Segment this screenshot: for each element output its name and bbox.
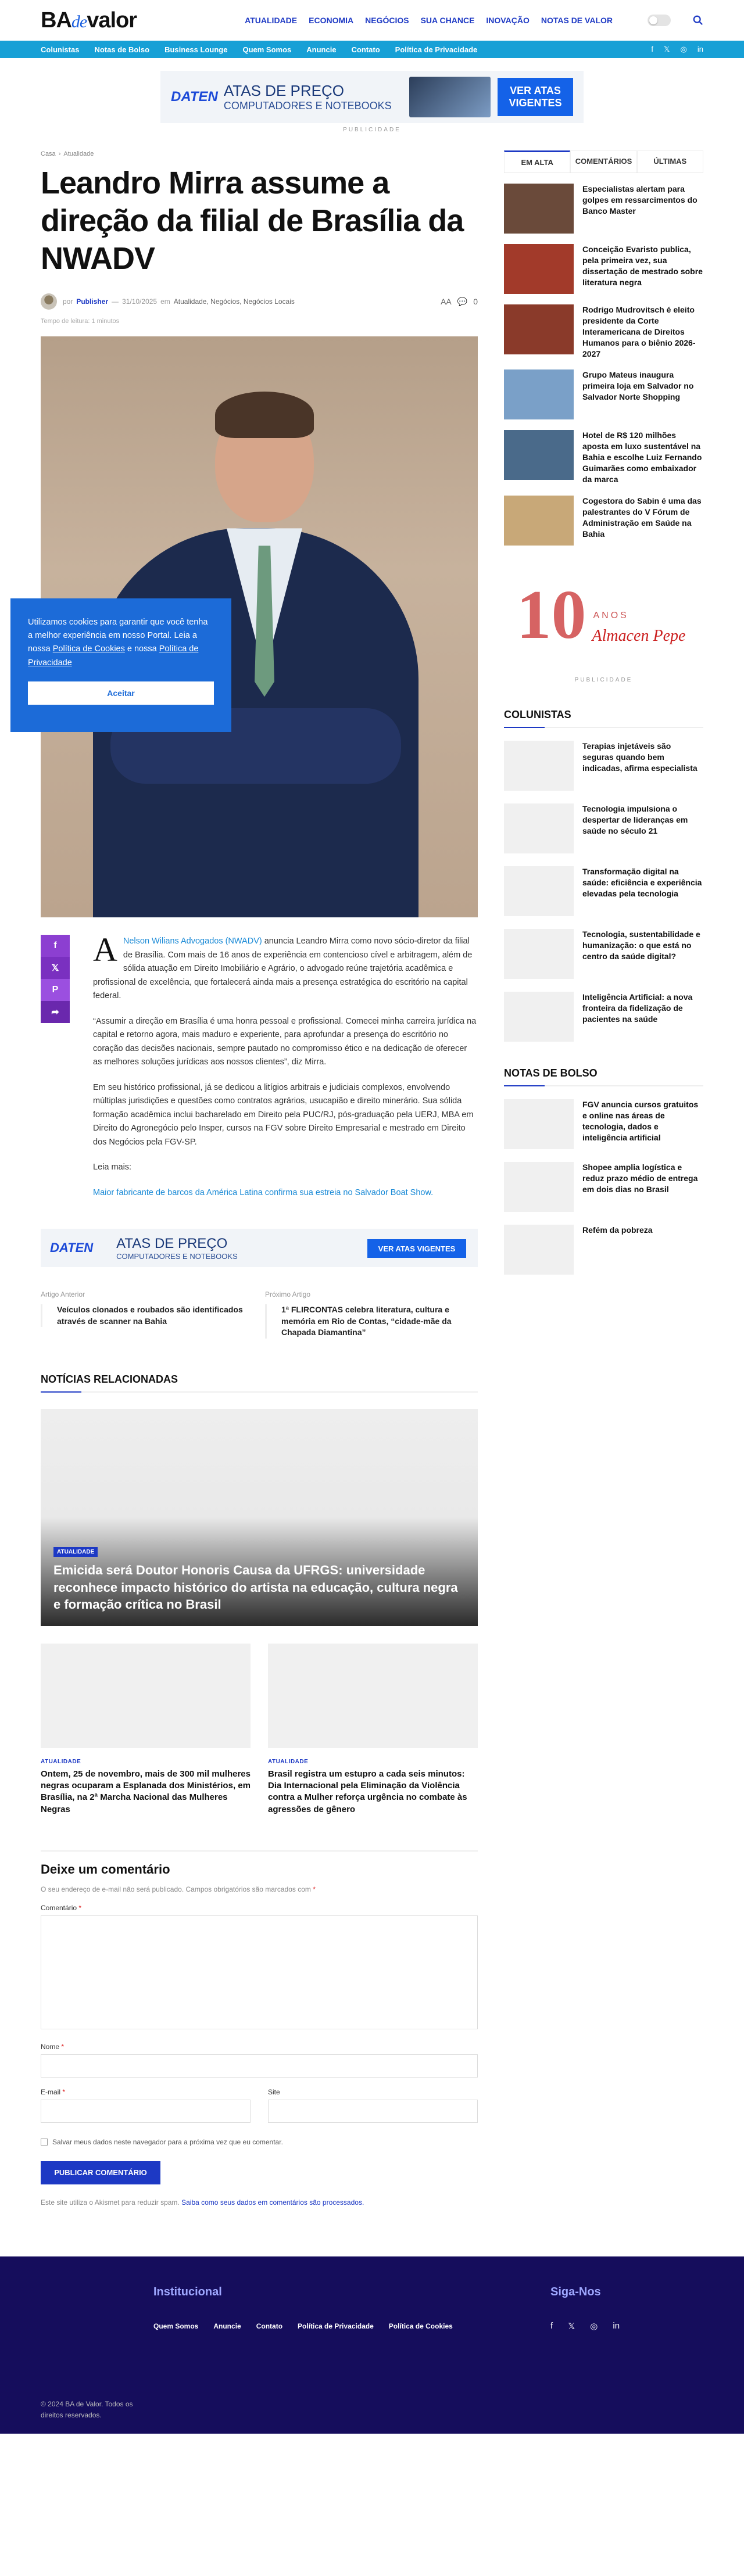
colunistas-list: [504, 741, 703, 1042]
copyright: © 2024 BA de Valor. Todos os direitos reservados.: [41, 2399, 133, 2420]
breadcrumb: [41, 150, 478, 157]
x-icon[interactable]: 𝕏: [664, 45, 670, 53]
article-body: [93, 931, 478, 1211]
nota-item[interactable]: [504, 1099, 703, 1149]
privacy-policy-link[interactable]: Política de Privacidade: [28, 644, 199, 668]
share-forward-icon[interactable]: ➦: [41, 1001, 70, 1023]
paragraph-1: [93, 931, 478, 1003]
linkedin-icon[interactable]: in: [697, 45, 703, 53]
ad-label: PUBLICIDADE: [574, 676, 633, 683]
colunista-thumb[interactable]: [504, 741, 574, 791]
share-x-icon[interactable]: 𝕏: [41, 957, 70, 979]
read-more-label: Leia mais:: [93, 1163, 132, 1172]
prev-article[interactable]: [41, 1290, 253, 1339]
colunista-title[interactable]: Tecnologia impulsiona o despertar de lideranças em saúde no século 21: [582, 803, 688, 835]
search-icon[interactable]: [693, 15, 703, 26]
footer-link-cookies[interactable]: Política de Cookies: [388, 2322, 453, 2330]
footer-link-quem-somos[interactable]: Quem Somos: [153, 2322, 199, 2330]
facebook-icon[interactable]: f: [651, 45, 654, 53]
next-article[interactable]: [265, 1290, 478, 1339]
name-label-text: Nome: [41, 2042, 60, 2051]
colunista-title[interactable]: Inteligência Artificial: a nova fronteira da fidelização de pacientes na saúde: [582, 992, 693, 1024]
prev-label: Artigo Anterior: [41, 1290, 85, 1299]
ad-subtitle: COMPUTADORES E NOTEBOOKS: [116, 1251, 238, 1261]
akismet-text: Este site utiliza o Akismet para reduzir spam.: [41, 2198, 182, 2207]
instagram-icon[interactable]: ◎: [590, 2321, 598, 2331]
in-label: em: [160, 297, 170, 306]
subnav-contato[interactable]: Contato: [351, 45, 380, 54]
ad-brand-logo: Almacen Pepe: [592, 626, 686, 645]
ad-title: ATAS DE PREÇO: [223, 82, 344, 99]
colunista-thumb[interactable]: [504, 803, 574, 853]
nav-negocios[interactable]: NEGÓCIOS: [365, 16, 409, 25]
author-name[interactable]: Publisher: [76, 297, 109, 306]
top-bar: [0, 0, 744, 41]
email-label: [41, 2088, 251, 2096]
related-category[interactable]: ATUALIDADE: [41, 1758, 81, 1765]
category-badge[interactable]: ATUALIDADE: [53, 1547, 98, 1557]
sidebar: [504, 150, 703, 2207]
notas-heading: NOTAS DE BOLSO: [504, 1067, 703, 1086]
footer-siga-nos: [550, 2286, 620, 2331]
colunista-item[interactable]: [504, 929, 703, 979]
mid-ad-banner[interactable]: [41, 1229, 478, 1267]
related-thumb[interactable]: [41, 1644, 251, 1748]
email-label-text: E-mail: [41, 2087, 61, 2096]
nav-economia[interactable]: ECONOMIA: [309, 16, 354, 25]
prev-title[interactable]: Veículos clonados e roubados são identificados através de scanner na Bahia: [41, 1304, 253, 1327]
breadcrumb-current[interactable]: Atualidade: [63, 150, 94, 157]
comment-heading: Deixe um comentário: [41, 1861, 170, 1877]
article-meta: [41, 293, 478, 310]
accept-cookies-button[interactable]: Aceitar: [28, 681, 214, 705]
laptop-image: [409, 77, 491, 117]
popular-list: [504, 184, 703, 546]
article-categories[interactable]: Atualidade, Negócios, Negócios Locais: [173, 297, 295, 306]
popular-item[interactable]: [504, 496, 703, 546]
ad-cta-button[interactable]: VER ATAS VIGENTES: [367, 1239, 466, 1258]
read-more-link[interactable]: Maior fabricante de barcos da América Latina confirma sua estreia no Salvador Boat Show.: [93, 1187, 434, 1197]
submit-comment-button[interactable]: PUBLICAR COMENTÁRIO: [41, 2161, 160, 2184]
popular-thumb[interactable]: [504, 304, 574, 354]
related-category[interactable]: ATUALIDADE: [268, 1758, 309, 1765]
nota-thumb[interactable]: [504, 1099, 574, 1149]
dark-mode-toggle[interactable]: [648, 15, 671, 26]
popular-title[interactable]: Conceição Evaristo publica, pela primeira vez, sua dissertação de mestrado sobre literatura negra: [582, 245, 703, 287]
comment-note: [41, 1885, 478, 1893]
by-label: por: [63, 297, 73, 306]
breadcrumb-separator: ›: [58, 150, 61, 157]
comment-label: [41, 1904, 478, 1912]
nota-thumb[interactable]: [504, 1225, 574, 1275]
comment-icon[interactable]: 💬: [457, 296, 468, 306]
footer-link-contato[interactable]: Contato: [256, 2322, 283, 2330]
author-avatar[interactable]: [41, 293, 57, 310]
colunista-thumb[interactable]: [504, 992, 574, 1042]
subnav-business-lounge[interactable]: Business Lounge: [164, 45, 228, 54]
related-thumb[interactable]: [268, 1644, 478, 1748]
comment-form: [41, 1850, 478, 2207]
footer-col1-title: Institucional: [153, 2285, 222, 2298]
nota-title[interactable]: Shopee amplia logística e reduz prazo médio de entrega em dois dias no Brasil: [582, 1162, 698, 1194]
required-marker: *: [62, 2087, 66, 2096]
nav-notas-de-valor[interactable]: NOTAS DE VALOR: [541, 16, 613, 25]
popular-thumb[interactable]: [504, 244, 574, 294]
colunista-item[interactable]: [504, 992, 703, 1042]
popular-item[interactable]: [504, 184, 703, 234]
next-label: Próximo Artigo: [265, 1290, 311, 1299]
ad-title: ATAS DE PREÇO: [116, 1235, 228, 1251]
site-footer: [0, 2256, 744, 2434]
dash-separator: —: [112, 297, 119, 306]
related-featured[interactable]: [41, 1409, 478, 1626]
popular-thumb[interactable]: [504, 496, 574, 546]
colunista-title[interactable]: Terapias injetáveis são seguras quando bem indicadas, afirma especialista: [582, 741, 698, 773]
ad-subtitle: COMPUTADORES E NOTEBOOKS: [223, 100, 392, 112]
related-title[interactable]: Ontem, 25 de novembro, mais de 300 mil mulheres negras ocuparam a Esplanada dos Ministérios, em Brasília, na 2ª Marcha Nacional das Mulheres Negras: [41, 1768, 251, 1814]
page-content: [41, 150, 703, 2207]
ad-brand: DATEN: [171, 89, 218, 105]
footer-col2-title: Siga-Nos: [550, 2285, 601, 2298]
share-bar: [41, 935, 70, 1211]
popular-thumb[interactable]: [504, 369, 574, 419]
related-item[interactable]: [268, 1644, 478, 1816]
colunista-item[interactable]: [504, 866, 703, 916]
required-marker: *: [313, 1885, 316, 1893]
footer-social: [550, 2321, 620, 2331]
logo-text-end: valor: [87, 8, 137, 33]
popular-title[interactable]: Rodrigo Mudrovitsch é eleito presidente da Corte Interamericana de Direitos Humanos para o biênio 2026-2027: [582, 305, 696, 358]
akismet-link[interactable]: Saiba como seus dados em comentários são processados.: [181, 2198, 364, 2207]
anniversary-number: 10: [516, 575, 586, 653]
site-header: [0, 0, 744, 58]
cookie-banner: [10, 598, 231, 732]
person-hair: [215, 392, 314, 438]
popular-title[interactable]: Cogestora do Sabin é uma das palestrantes do V Fórum de Administração em Saúde na Bahia: [582, 496, 702, 539]
ad-label: PUBLICIDADE: [343, 127, 401, 133]
sidebar-tabs: [504, 150, 703, 173]
nota-title[interactable]: FGV anuncia cursos gratuitos e online nas áreas de tecnologia, dados e inteligência artificial: [582, 1099, 699, 1142]
drop-cap: A: [93, 931, 117, 969]
colunista-item[interactable]: [504, 803, 703, 853]
paragraph-3: Em seu histórico profissional, já se dedicou a litígios arbitrais e judiciais complexos, envolvendo múltiplas jurisdições e questões como contratos agrários, usucapião e direito minerário. Sua sólida formação acadêmica inclui bacharelado em Direito pela PUC/RJ, pós-graduação pela UERJ, MBA em Direito do Agronegócio pelo Insper, cursos na FGV sobre Direito Empresarial e mestrado em Direito dos Negócios pela FGV-SP.: [93, 1082, 474, 1147]
related-title[interactable]: Brasil registra um estupro a cada seis minutos: Dia Internacional pela Eliminação da Violência contra a Mulher reforça urgência no combate às agressões de gênero: [268, 1768, 467, 1814]
nota-item[interactable]: [504, 1162, 703, 1212]
related-heading: NOTÍCIAS RELACIONADAS: [41, 1373, 478, 1393]
save-data-checkbox-row[interactable]: [41, 2138, 478, 2146]
logo-text: BA: [41, 8, 71, 33]
x-icon[interactable]: 𝕏: [568, 2321, 575, 2331]
nota-item[interactable]: [504, 1225, 703, 1275]
font-size-icon[interactable]: AA: [441, 296, 452, 306]
site-input[interactable]: [268, 2100, 478, 2123]
prev-next-nav: [41, 1290, 478, 1339]
nwadv-link[interactable]: Nelson Wilians Advogados (NWADV): [123, 937, 262, 946]
popular-item[interactable]: [504, 304, 703, 359]
related-featured-title[interactable]: Emicida será Doutor Honoris Causa da UFRGS: universidade reconhece impacto histórico do artista na educação, cultura negra e formação crítica no Brasil: [53, 1562, 458, 1612]
cookie-policy-link[interactable]: Política de Cookies: [52, 644, 125, 654]
logo-italic: de: [71, 12, 87, 31]
related-grid: [41, 1644, 478, 1816]
nota-thumb[interactable]: [504, 1162, 574, 1212]
related-item[interactable]: [41, 1644, 251, 1816]
comment-textarea[interactable]: [41, 1915, 478, 2029]
article-date: 31/10/2025: [122, 297, 158, 306]
colunista-title[interactable]: Tecnologia, sustentabilidade e humanização: o que está no centro da saúde digital?: [582, 929, 700, 961]
popular-item[interactable]: [504, 369, 703, 419]
colunista-item[interactable]: [504, 741, 703, 791]
colunista-title[interactable]: Transformação digital na saúde: eficiência e experiência elevadas pela tecnologia: [582, 866, 702, 898]
facebook-icon[interactable]: f: [550, 2320, 553, 2331]
colunista-thumb[interactable]: [504, 866, 574, 916]
comment-count[interactable]: 0: [473, 296, 478, 306]
popular-thumb[interactable]: [504, 184, 574, 234]
name-label: [41, 2043, 478, 2051]
save-data-checkbox[interactable]: [41, 2139, 48, 2146]
subnav-colunistas[interactable]: Colunistas: [41, 45, 80, 54]
colunistas-heading: COLUNISTAS: [504, 709, 703, 728]
notas-list: [504, 1099, 703, 1275]
required-marker: *: [78, 1903, 82, 1912]
required-marker: *: [61, 2042, 65, 2051]
anniversary-label: ANOS: [593, 610, 629, 620]
tab-ultimas[interactable]: ÚLTIMAS: [637, 150, 703, 173]
email-site-row: [41, 2078, 478, 2123]
subnav-notas-de-bolso[interactable]: Notas de Bolso: [94, 45, 150, 54]
ad-brand: DATEN: [50, 1240, 94, 1255]
share-pinterest-icon[interactable]: P: [41, 979, 70, 1001]
article-tools: [441, 297, 478, 307]
tab-em-alta[interactable]: EM ALTA: [504, 150, 570, 173]
comment-note-text: O seu endereço de e-mail não será publicado. Campos obrigatórios são marcados com: [41, 1885, 311, 1893]
tab-comentarios[interactable]: COMENTÁRIOS: [570, 150, 636, 173]
article-body-wrap: [41, 931, 478, 1211]
ad-cta-button[interactable]: VER ATAS VIGENTES: [498, 78, 573, 116]
footer-links: [153, 2322, 453, 2330]
top-ad-banner[interactable]: [160, 71, 584, 123]
paragraph-1-text: anuncia Leandro Mirra como novo sócio-diretor da filial de Brasília. Com mais de 16 anos de experiência em contencioso cível e arbitragem, além de sólida atuação em Direito Imobiliário e Agrário, o advogado reúne trajetória acadêmica e profissional de excelência, que fortalecerá ainda mais a presença estratégica do escritório na capital federal.: [93, 937, 473, 1001]
comment-label-text: Comentário: [41, 1903, 77, 1912]
name-input[interactable]: [41, 2054, 478, 2078]
nav-inovacao[interactable]: INOVAÇÃO: [486, 16, 530, 25]
nav-atualidade[interactable]: ATUALIDADE: [245, 16, 298, 25]
cookie-text-2: e nossa: [124, 644, 159, 654]
colunista-thumb[interactable]: [504, 929, 574, 979]
nav-sua-chance[interactable]: SUA CHANCE: [420, 16, 475, 25]
read-time: Tempo de leitura: 1 minutos: [41, 318, 120, 325]
nota-title[interactable]: Refém da pobreza: [582, 1225, 653, 1235]
site-label: Site: [268, 2087, 280, 2096]
header-social: [651, 45, 703, 54]
main-nav: [245, 16, 613, 25]
cookie-text: Utilizamos cookies para garantir que você tenha a melhor experiência em nosso Portal. Leia a nossa: [28, 618, 208, 654]
article-title: Leandro Mirra assume a direção da filial de Brasília da NWADV: [41, 166, 464, 276]
subnav-quem-somos[interactable]: Quem Somos: [242, 45, 292, 54]
subnav-anuncie[interactable]: Anuncie: [306, 45, 337, 54]
popular-title[interactable]: Grupo Mateus inaugura primeira loja em Salvador no Salvador Norte Shopping: [582, 370, 694, 402]
breadcrumb-home[interactable]: Casa: [41, 150, 56, 157]
popular-item[interactable]: [504, 430, 703, 485]
next-title[interactable]: 1ª FLIRCONTAS celebra literatura, cultura e memória em Rio de Contas, “cidade-mãe da Chapada Diamantina”: [265, 1304, 478, 1339]
popular-thumb[interactable]: [504, 430, 574, 480]
akismet-note: [41, 2198, 478, 2207]
sidebar-ad[interactable]: [517, 575, 691, 673]
instagram-icon[interactable]: ◎: [680, 45, 687, 53]
popular-title[interactable]: Hotel de R$ 120 milhões aposta em luxo sustentável na Bahia e escolhe Luiz Fernando Guimarães como embaixador da marca: [582, 430, 702, 485]
popular-item[interactable]: [504, 244, 703, 294]
footer-link-privacidade[interactable]: Política de Privacidade: [298, 2322, 374, 2330]
linkedin-icon[interactable]: in: [613, 2320, 620, 2331]
share-facebook-icon[interactable]: f: [41, 935, 70, 957]
popular-title[interactable]: Especialistas alertam para golpes em ressarcimentos do Banco Master: [582, 184, 698, 216]
footer-institucional: [153, 2286, 453, 2330]
site-logo[interactable]: [41, 8, 137, 33]
sub-nav: [0, 41, 744, 58]
email-input[interactable]: [41, 2100, 251, 2123]
save-data-label[interactable]: Salvar meus dados neste navegador para a próxima vez que eu comentar.: [52, 2137, 283, 2146]
article: [41, 150, 478, 2207]
paragraph-2: “Assumir a direção em Brasília é uma honra pessoal e profissional. Comecei minha carreira jurídica na capital e retorno agora, mais maduro e experiente, para aprofundar a presença do escritório no coração das decisões nacionais, sempre pautado no compromisso ético e na dedicação de oferecer as melhores soluções jurídicas aos nossos clientes”, diz Mirra.: [93, 1016, 477, 1067]
subnav-politica-privacidade[interactable]: Política de Privacidade: [395, 45, 478, 54]
footer-link-anuncie[interactable]: Anuncie: [213, 2322, 241, 2330]
